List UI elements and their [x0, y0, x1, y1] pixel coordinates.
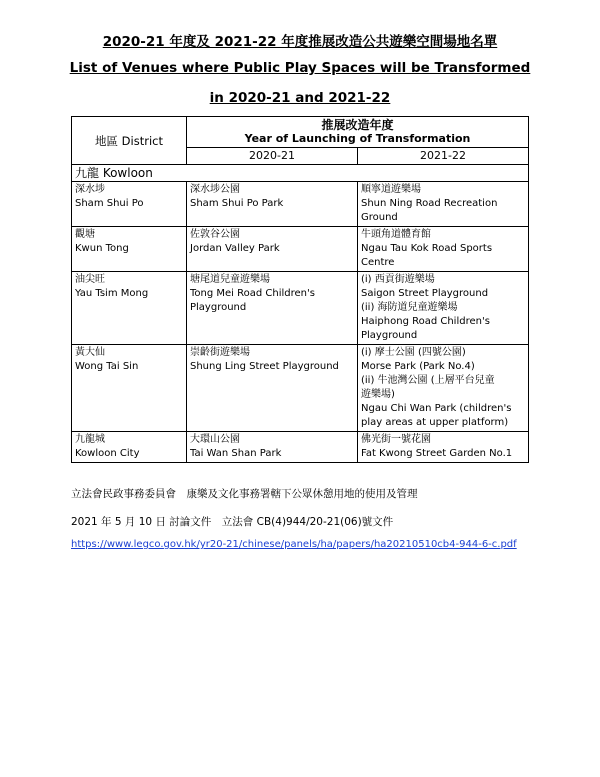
venue-line: 佐敦谷公園 — [190, 229, 240, 240]
district-name-en: Yau Tsim Mong — [75, 288, 149, 299]
venue-rows — [72, 182, 529, 463]
footer-committee: 立法會民政事務委員會 康樂及文化事務署轄下公眾休憩用地的使用及管理 — [71, 488, 418, 500]
header-year — [187, 117, 529, 148]
venue-line: Ngau Chi Wan Park (children's — [361, 403, 512, 414]
header-2020-21: 2020-21 — [187, 148, 358, 165]
venue-cell-2020-21 — [187, 432, 358, 463]
venue-line: Shung Ling Street Playground — [190, 361, 339, 372]
district-name-zh: 觀塘 — [75, 229, 95, 240]
venue-line: Playground — [361, 330, 418, 341]
venue-cell-2021-22 — [358, 227, 529, 272]
venue-cell-2021-22 — [358, 432, 529, 463]
header-year-zh: 推展改造年度 — [321, 118, 394, 132]
venue-cell-2021-22 — [358, 182, 529, 227]
region-row — [72, 165, 529, 182]
venue-line: Saigon Street Playground — [361, 288, 489, 299]
venue-line: 大環山公園 — [190, 434, 240, 445]
table-row — [72, 227, 529, 272]
venue-line: Ground — [361, 212, 398, 223]
venue-cell-2021-22 — [358, 272, 529, 345]
venue-line: 佛光街一號花園 — [361, 434, 431, 445]
venue-line: 崇齡街遊樂場 — [190, 347, 250, 358]
venue-line: (ii) 牛池灣公園 (上層平台兒童 — [361, 375, 495, 386]
venue-line: Jordan Valley Park — [190, 243, 280, 254]
venue-cell-2021-22 — [358, 345, 529, 432]
header-2021-22: 2021-22 — [358, 148, 529, 165]
table-row — [72, 182, 529, 227]
district-name-en: Sham Shui Po — [75, 198, 144, 209]
footer-paper-ref: 2021 年 5 月 10 日 討論文件 立法會 CB(4)944/20-21(06)號文件 — [71, 516, 394, 528]
title-english: List of Venues where Public Play Spaces will be Transformed — [69, 60, 531, 76]
venue-line: 順寧道遊樂場 — [361, 184, 421, 195]
district-name-en: Kwun Tong — [75, 243, 129, 254]
venue-line: Ngau Tau Kok Road Sports Centre — [361, 243, 493, 268]
venue-line: Shun Ning Road Recreation — [361, 198, 498, 209]
footer-link[interactable]: https://www.legco.gov.hk/yr20-21/chinese/panels/ha/papers/ha20210510cb4-944-6-c.pdf — [71, 539, 517, 550]
district-name-en: Kowloon City — [75, 448, 140, 459]
venue-line: 深水埗公園 — [190, 184, 240, 195]
venue-line: play areas at upper platform) — [361, 417, 509, 428]
district-cell — [72, 345, 187, 432]
venue-line: Playground — [190, 302, 247, 313]
venue-line: 牛頭角道體育館 — [361, 229, 431, 240]
header-district: 地區 District — [72, 117, 187, 165]
title-english-years: in 2020-21 and 2021-22 — [209, 90, 391, 106]
venue-line: (ii) 海防道兒童遊樂場 — [361, 302, 458, 313]
table-row — [72, 432, 529, 463]
header-year-en: Year of Launching of Transformation — [244, 132, 471, 145]
venue-cell-2020-21 — [187, 272, 358, 345]
venue-line: Fat Kwong Street Garden No.1 — [361, 448, 513, 459]
venue-cell-2020-21 — [187, 227, 358, 272]
venues-table — [71, 116, 529, 463]
venue-line: (i) 西貢街遊樂場 — [361, 274, 435, 285]
venue-line: Tai Wan Shan Park — [190, 448, 282, 459]
district-name-zh: 深水埗 — [75, 184, 105, 195]
venue-cell-2020-21 — [187, 182, 358, 227]
venue-line: Tong Mei Road Children's — [190, 288, 315, 299]
district-name-en: Wong Tai Sin — [75, 361, 139, 372]
district-cell — [72, 227, 187, 272]
region-kowloon: 九龍 Kowloon — [72, 165, 529, 182]
district-name-zh: 黃大仙 — [75, 347, 105, 358]
district-cell — [72, 432, 187, 463]
district-name-zh: 油尖旺 — [75, 274, 105, 285]
table-row — [72, 345, 529, 432]
header-row — [72, 117, 529, 148]
venue-line: 遊樂場) — [361, 389, 395, 400]
venue-line: Sham Shui Po Park — [190, 198, 284, 209]
venue-line: Haiphong Road Children's — [361, 316, 490, 327]
table-row — [72, 272, 529, 345]
district-cell — [72, 182, 187, 227]
venue-line: (i) 摩士公園 (四號公園) — [361, 347, 466, 358]
venue-line: 塘尾道兒童遊樂場 — [190, 274, 270, 285]
district-name-zh: 九龍城 — [75, 434, 105, 445]
venue-cell-2020-21 — [187, 345, 358, 432]
venue-line: Morse Park (Park No.4) — [361, 361, 475, 372]
district-cell — [72, 272, 187, 345]
title-chinese: 2020-21 年度及 2021-22 年度推展改造公共遊樂空間場地名單 — [102, 34, 498, 50]
